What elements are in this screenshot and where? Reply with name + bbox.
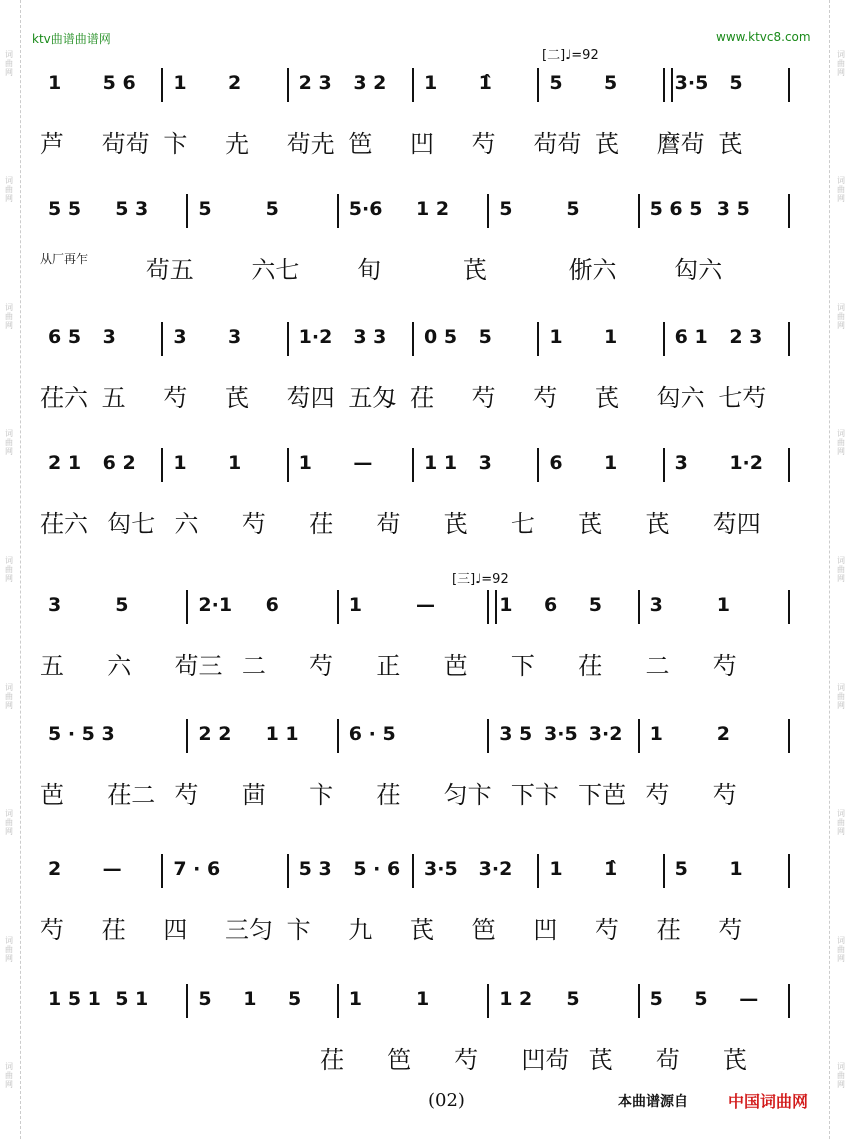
- barline: [537, 448, 539, 482]
- tablature-glyph: 芪: [718, 130, 743, 158]
- notation-row: [40, 858, 800, 888]
- note-group: 5 5: [48, 198, 82, 220]
- tablature-glyph: 匃六: [674, 256, 723, 284]
- barline: [337, 590, 339, 624]
- tablature-glyph: 芶四: [712, 510, 761, 538]
- barline: [788, 719, 790, 753]
- barline: [537, 322, 539, 356]
- tablature-row: [40, 504, 800, 544]
- barline: [186, 590, 188, 624]
- tablature-glyph: 二: [241, 652, 266, 680]
- watermark-text: 词曲网: [4, 682, 14, 710]
- tablature-glyph: 芪: [410, 916, 434, 944]
- score-system: [40, 326, 800, 436]
- source-label: 本曲谱源自: [618, 1094, 688, 1110]
- note-group: 1: [228, 452, 242, 474]
- barline: [287, 322, 289, 356]
- note-group: 3: [102, 326, 116, 348]
- header-left-site: ktv曲谱曲谱网: [32, 32, 111, 46]
- tablature-glyph: 五匁: [348, 384, 397, 412]
- tablature-glyph: 五: [101, 384, 126, 412]
- barline: [788, 322, 790, 356]
- note-group: 5: [288, 988, 302, 1010]
- watermark-text: 词曲网: [836, 49, 846, 77]
- tablature-glyph: 下芭: [578, 781, 627, 809]
- barline: [663, 322, 665, 356]
- note-group: 2 2: [198, 723, 232, 745]
- tablature-glyph: 芍: [712, 781, 737, 809]
- notation-row: [40, 72, 800, 102]
- note-group: 3·5: [544, 723, 578, 745]
- note-group: 5: [694, 988, 708, 1010]
- note-group: 6: [549, 452, 563, 474]
- barline: [287, 448, 289, 482]
- tablature-glyph: 凹: [410, 130, 434, 158]
- barline: [537, 68, 539, 102]
- barline: [337, 194, 339, 228]
- page-number: (02): [428, 1090, 465, 1111]
- watermark-text: 词曲网: [4, 302, 14, 330]
- tablature-glyph: 茌: [656, 916, 681, 944]
- barline: [788, 68, 790, 102]
- tablature-glyph: 下: [510, 652, 535, 680]
- tablature-glyph: 芪: [595, 384, 619, 412]
- watermark-text: 词曲网: [4, 809, 14, 837]
- note-group: 3 3: [353, 326, 387, 348]
- tablature-glyph: 芪: [578, 510, 603, 538]
- tablature-glyph: 七: [510, 510, 535, 538]
- barline: [638, 719, 640, 753]
- tablature-glyph: 芪: [645, 510, 670, 538]
- watermark-text: 词曲网: [836, 302, 846, 330]
- note-group: 5: [198, 988, 212, 1010]
- note-group: 2 3: [729, 326, 763, 348]
- double-barline: [487, 590, 497, 624]
- note-group: 3 5: [716, 198, 750, 220]
- note-group: 6: [265, 594, 279, 616]
- tablature-glyph: 芍: [40, 916, 64, 944]
- note-group: 2: [48, 858, 62, 880]
- barline: [337, 719, 339, 753]
- tablature-glyph: 芪: [588, 1046, 613, 1074]
- note-group: —: [739, 988, 759, 1010]
- note-group: 3 2: [353, 72, 387, 94]
- tablature-glyph: 芭: [443, 652, 468, 680]
- double-barline: [663, 68, 673, 102]
- tablature-glyph: 芶四: [286, 384, 335, 412]
- note-group: 3: [173, 326, 187, 348]
- note-group: 3·2: [478, 858, 513, 880]
- watermark-text: 词曲网: [4, 49, 14, 77]
- note-group: 5: [674, 858, 688, 880]
- score-system: [40, 452, 800, 562]
- note-group: 5·6: [348, 198, 383, 220]
- barline: [412, 68, 414, 102]
- tablature-glyph: 正: [376, 652, 401, 680]
- tablature-glyph: 芦: [40, 130, 64, 158]
- tablature-glyph: 茌二: [107, 781, 156, 809]
- note-group: 6 1: [674, 326, 708, 348]
- note-group: 1: [424, 72, 438, 94]
- tablature-glyph: 笆: [471, 916, 496, 944]
- tablature-glyph: 旬: [357, 256, 382, 284]
- tablature-glyph: 芍: [471, 384, 496, 412]
- note-group: 1 5 1: [48, 988, 101, 1010]
- tablature-glyph: 笆: [348, 130, 373, 158]
- note-group: 1: [173, 72, 187, 94]
- tablature-glyph: 凹茍: [521, 1046, 570, 1074]
- note-group: 1: [48, 72, 62, 94]
- watermark-text: 词曲网: [4, 176, 14, 204]
- note-group: 1: [243, 988, 257, 1010]
- barline: [487, 194, 489, 228]
- section-3-tempo: [三]♩=92: [452, 572, 509, 587]
- barline: [638, 194, 640, 228]
- tablature-glyph: 卞: [309, 781, 334, 809]
- tablature-glyph: 圥: [225, 130, 249, 158]
- score-system: [40, 594, 800, 704]
- left-guide-line: [20, 0, 21, 1139]
- note-group: 1: [649, 723, 663, 745]
- tablature-glyph: 芍: [454, 1046, 479, 1074]
- tablature-glyph: 㑜六: [568, 256, 617, 284]
- tablature-glyph: 茴: [241, 781, 266, 809]
- tablature-glyph: 茌: [320, 1046, 344, 1074]
- barline: [186, 194, 188, 228]
- barline: [663, 448, 665, 482]
- note-group: 1: [729, 858, 743, 880]
- tablature-glyph: 麿茍: [656, 130, 705, 158]
- tablature-glyph: 芍: [163, 384, 188, 412]
- tablature-glyph: 茍: [655, 1046, 680, 1074]
- right-guide-line: [829, 0, 830, 1139]
- tablature-glyph: 芍: [309, 652, 334, 680]
- score-system: [40, 198, 800, 308]
- note-group: —: [353, 452, 373, 474]
- tablature-glyph: 芍: [595, 916, 619, 944]
- tablature-glyph: 茌: [410, 384, 434, 412]
- note-group: 1̂: [604, 858, 618, 880]
- tablature-row: [40, 910, 800, 950]
- tablature-glyph: 芍: [645, 781, 670, 809]
- tablature-glyph: 茌: [376, 781, 401, 809]
- right-watermark-strip: [834, 0, 848, 1139]
- tablature-row: [40, 124, 800, 164]
- note-group: 1: [173, 452, 187, 474]
- tablature-glyph: 芪: [225, 384, 249, 412]
- barline: [161, 68, 163, 102]
- tablature-glyph: 芍: [241, 510, 266, 538]
- note-group: 1: [604, 326, 618, 348]
- note-group: 1̂: [478, 72, 492, 94]
- tablature-glyph: 芍: [718, 916, 743, 944]
- note-group: 5: [649, 988, 663, 1010]
- note-group: 1·2: [298, 326, 333, 348]
- barline: [412, 322, 414, 356]
- barline: [638, 984, 640, 1018]
- note-group: 0 5: [424, 326, 458, 348]
- tablature-glyph: 二: [645, 652, 670, 680]
- note-group: 1 2: [416, 198, 450, 220]
- note-group: 5: [198, 198, 212, 220]
- note-group: 6 5: [48, 326, 82, 348]
- tablature-glyph: 六: [107, 652, 132, 680]
- tablature-glyph: 茍茍: [101, 130, 150, 158]
- note-group: 3: [228, 326, 242, 348]
- tablature-glyph: 五: [40, 652, 64, 680]
- note-group: 1: [298, 452, 312, 474]
- tablature-row: [40, 1040, 800, 1080]
- note-group: 3: [649, 594, 663, 616]
- watermark-text: 词曲网: [836, 555, 846, 583]
- note-group: 1 1: [265, 723, 299, 745]
- section-2-tempo: [二]♩=92: [542, 48, 599, 63]
- watermark-text: 词曲网: [4, 429, 14, 457]
- barline: [161, 448, 163, 482]
- watermark-text: 词曲网: [4, 555, 14, 583]
- tablature-glyph: 茍茍: [533, 130, 582, 158]
- tablature-glyph: 匃七: [107, 510, 156, 538]
- note-group: 5: [566, 198, 580, 220]
- note-group: 5 6: [102, 72, 136, 94]
- note-group: 1: [416, 988, 430, 1010]
- barline: [487, 719, 489, 753]
- note-group: 5: [566, 988, 580, 1010]
- note-group: 2: [716, 723, 731, 745]
- tablature-glyph: 下卞: [510, 781, 559, 809]
- tablature-glyph: 七芍: [718, 384, 767, 412]
- notation-row: [40, 198, 800, 228]
- note-group: 5: [478, 326, 492, 348]
- note-group: 5: [115, 594, 129, 616]
- barline: [186, 984, 188, 1018]
- watermark-text: 词曲网: [836, 1062, 846, 1090]
- watermark-text: 词曲网: [836, 176, 846, 204]
- score-system: [40, 723, 800, 833]
- tablature-glyph: 芪: [443, 510, 468, 538]
- tablature-glyph: 芭: [40, 781, 64, 809]
- note-group: 3: [478, 452, 492, 474]
- tablature-glyph: 卞: [286, 916, 311, 944]
- left-watermark-strip: [2, 0, 16, 1139]
- note-group: 1·2: [729, 452, 763, 474]
- tablature-glyph: 芪: [462, 256, 487, 284]
- note-group: 1 1: [424, 452, 458, 474]
- tablature-glyph: 茍: [376, 510, 401, 538]
- tablature-row: [40, 775, 800, 815]
- note-group: —: [416, 594, 435, 616]
- watermark-text: 词曲网: [4, 935, 14, 963]
- barline: [287, 68, 289, 102]
- note-group: 5: [549, 72, 563, 94]
- note-group: 7 · 6: [173, 858, 221, 880]
- note-group: 1: [549, 858, 563, 880]
- note-group: 3: [48, 594, 62, 616]
- footer-site: 中国词曲网: [728, 1092, 809, 1111]
- note-group: 5 · 6: [353, 858, 401, 880]
- tablature-row: [40, 378, 800, 418]
- notation-row: [40, 988, 800, 1018]
- tablature-glyph: 从厂再乍: [40, 252, 89, 266]
- notation-row: [40, 326, 800, 356]
- barline: [788, 448, 790, 482]
- tablature-glyph: 茌六: [40, 384, 88, 412]
- barline: [788, 194, 790, 228]
- note-group: 6 2: [102, 452, 136, 474]
- tablature-glyph: 芍: [471, 130, 496, 158]
- score-system: [40, 858, 800, 968]
- tablature-glyph: 四: [163, 916, 188, 944]
- note-group: 5 · 5 3: [48, 723, 115, 745]
- tablature-glyph: 芍: [712, 652, 737, 680]
- note-group: 2 1: [48, 452, 82, 474]
- score-system: [40, 988, 800, 1098]
- barline: [638, 590, 640, 624]
- note-group: 5: [499, 198, 513, 220]
- note-group: 1: [549, 326, 563, 348]
- barline: [412, 448, 414, 482]
- tablature-glyph: 六七: [251, 256, 300, 284]
- tablature-glyph: 茌: [309, 510, 334, 538]
- tablature-glyph: 匃六: [656, 384, 705, 412]
- barline: [487, 984, 489, 1018]
- note-group: 5: [588, 594, 603, 616]
- barline: [537, 854, 539, 888]
- note-group: 5: [604, 72, 618, 94]
- note-group: 1 2: [499, 988, 533, 1010]
- score-system: [40, 72, 800, 182]
- note-group: 5: [729, 72, 743, 94]
- tablature-glyph: 茍圥: [286, 130, 335, 158]
- tablature-glyph: 匀卞: [443, 781, 492, 809]
- tablature-glyph: 九: [348, 916, 373, 944]
- note-group: 3: [674, 452, 688, 474]
- notation-row: [40, 723, 800, 753]
- tablature-glyph: 芍: [174, 781, 199, 809]
- tablature-glyph: 茌: [578, 652, 603, 680]
- note-group: 2: [228, 72, 242, 94]
- note-group: 3·5: [674, 72, 709, 94]
- watermark-text: 词曲网: [836, 682, 846, 710]
- header-right-site: www.ktvc8.com: [716, 30, 811, 44]
- tablature-glyph: 笆: [387, 1046, 412, 1074]
- tablature-glyph: 芍: [533, 384, 558, 412]
- barline: [186, 719, 188, 753]
- tablature-glyph: 茍五: [145, 256, 194, 284]
- tablature-glyph: 六: [174, 510, 199, 538]
- tablature-glyph: 茌六: [40, 510, 88, 538]
- notation-row: [40, 594, 800, 624]
- tablature-glyph: 凹: [533, 916, 558, 944]
- barline: [788, 854, 790, 888]
- tablature-glyph: 茌: [101, 916, 126, 944]
- note-group: 1: [604, 452, 618, 474]
- note-group: 5 1: [115, 988, 149, 1010]
- note-group: 1: [348, 988, 363, 1010]
- note-group: 1: [716, 594, 731, 616]
- barline: [287, 854, 289, 888]
- barline: [161, 322, 163, 356]
- tablature-glyph: 卞: [163, 130, 188, 158]
- note-group: 1: [348, 594, 363, 616]
- tablature-glyph: 三匀: [225, 916, 273, 944]
- note-group: 5: [265, 198, 279, 220]
- watermark-text: 词曲网: [836, 429, 846, 457]
- tablature-glyph: 芪: [595, 130, 619, 158]
- barline: [788, 984, 790, 1018]
- watermark-text: 词曲网: [4, 1062, 14, 1090]
- barline: [161, 854, 163, 888]
- note-group: 5 6 5: [649, 198, 703, 220]
- note-group: 5 3: [298, 858, 332, 880]
- watermark-text: 词曲网: [836, 809, 846, 837]
- tablature-row: [40, 250, 800, 290]
- note-group: 3·5: [424, 858, 458, 880]
- note-group: 6 · 5: [348, 723, 396, 745]
- watermark-text: 词曲网: [836, 935, 846, 963]
- note-group: 2 3: [298, 72, 332, 94]
- tablature-glyph: 芪: [722, 1046, 747, 1074]
- note-group: 5 3: [115, 198, 149, 220]
- barline: [663, 854, 665, 888]
- note-group: 1: [499, 594, 513, 616]
- note-group: 3·2: [588, 723, 623, 745]
- barline: [788, 590, 790, 624]
- notation-row: [40, 452, 800, 482]
- note-group: 2·1: [198, 594, 233, 616]
- barline: [412, 854, 414, 888]
- note-group: —: [102, 858, 122, 880]
- barline: [337, 984, 339, 1018]
- note-group: 3 5: [499, 723, 533, 745]
- note-group: 6: [544, 594, 558, 616]
- tablature-glyph: 茍三: [174, 652, 223, 680]
- tablature-row: [40, 646, 800, 686]
